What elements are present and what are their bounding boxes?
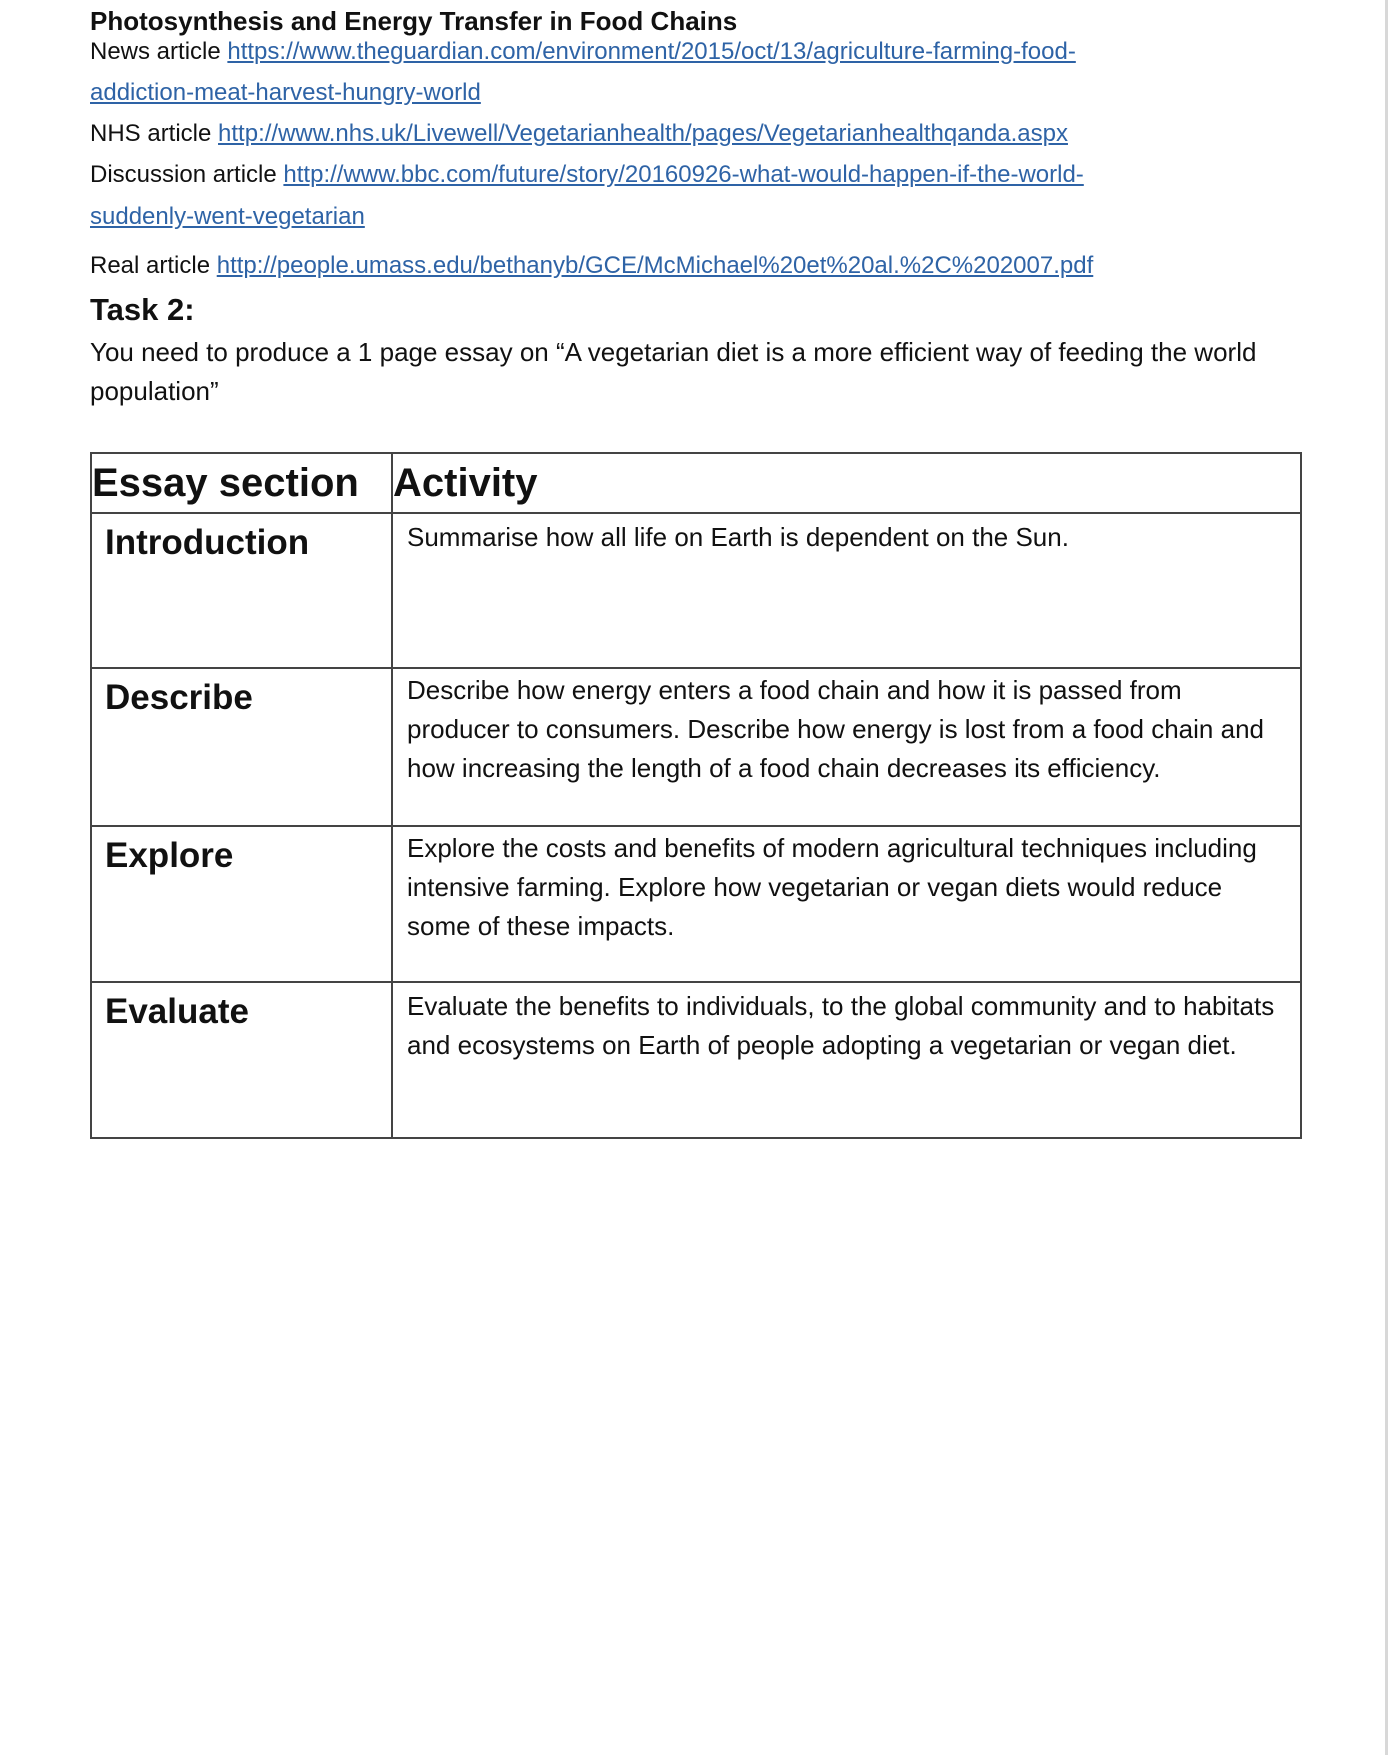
- table-row: [91, 513, 1301, 668]
- reference-link[interactable]: http://www.bbc.com/future/story/20160926-what-would-happen-if-the-world-: [283, 161, 1084, 188]
- reference-link[interactable]: https://www.theguardian.com/environment/2015/oct/13/agriculture-farming-food-: [227, 38, 1076, 65]
- reference-link[interactable]: suddenly-went-vegetarian: [90, 203, 365, 230]
- reference-news-continued: [90, 72, 481, 113]
- reference-label: Discussion article: [90, 161, 277, 188]
- section-name: Describe: [91, 668, 392, 826]
- section-activity: Describe how energy enters a food chain and how it is passed from producer to consumers. Describe how energy is lost from a food chain and how increasing the length of a food chain decreases its efficiency.: [392, 668, 1301, 826]
- reference-link[interactable]: http://www.nhs.uk/Livewell/Vegetarianhealth/pages/Vegetarianhealthqanda.aspx: [218, 120, 1068, 147]
- reference-discussion-continued: [90, 196, 365, 237]
- task-description: You need to produce a 1 page essay on “A vegetarian diet is a more efficient way of feeding the world population”: [90, 337, 1257, 406]
- section-activity: Summarise how all life on Earth is dependent on the Sun.: [392, 513, 1301, 668]
- reference-discussion: [90, 154, 1084, 195]
- reference-label: NHS article: [90, 120, 212, 147]
- section-name: Evaluate: [91, 982, 392, 1138]
- reference-nhs: [90, 113, 1068, 154]
- section-name: Explore: [91, 826, 392, 982]
- reference-link[interactable]: http://people.umass.edu/bethanyb/GCE/McMichael%20et%20al.%2C%202007.pdf: [216, 252, 1094, 279]
- table-header-row: [91, 453, 1301, 513]
- task-heading: Task 2:: [90, 292, 195, 327]
- section-activity: Explore the costs and benefits of modern agricultural techniques including intensive farming. Explore how vegetarian or vegan diets would reduce some of these impacts.: [392, 826, 1301, 982]
- section-activity: Evaluate the benefits to individuals, to the global community and to habitats and ecosystems on Earth of people adopting a vegetarian or vegan diet.: [392, 982, 1301, 1138]
- header-activity: Activity: [392, 453, 1301, 513]
- table-row: [91, 982, 1301, 1138]
- header-essay-section: Essay section: [91, 453, 392, 513]
- table-row: [91, 826, 1301, 982]
- reference-link[interactable]: addiction-meat-harvest-hungry-world: [90, 79, 481, 106]
- reference-news: [90, 31, 1076, 72]
- reference-real: [90, 245, 1093, 286]
- document-title: Photosynthesis and Energy Transfer in Food Chains: [90, 6, 738, 36]
- reference-label: Real article: [90, 252, 211, 279]
- section-name: Introduction: [91, 513, 392, 668]
- table-row: [91, 668, 1301, 826]
- essay-plan-table: [90, 452, 1302, 1139]
- reference-label: News article: [90, 38, 221, 65]
